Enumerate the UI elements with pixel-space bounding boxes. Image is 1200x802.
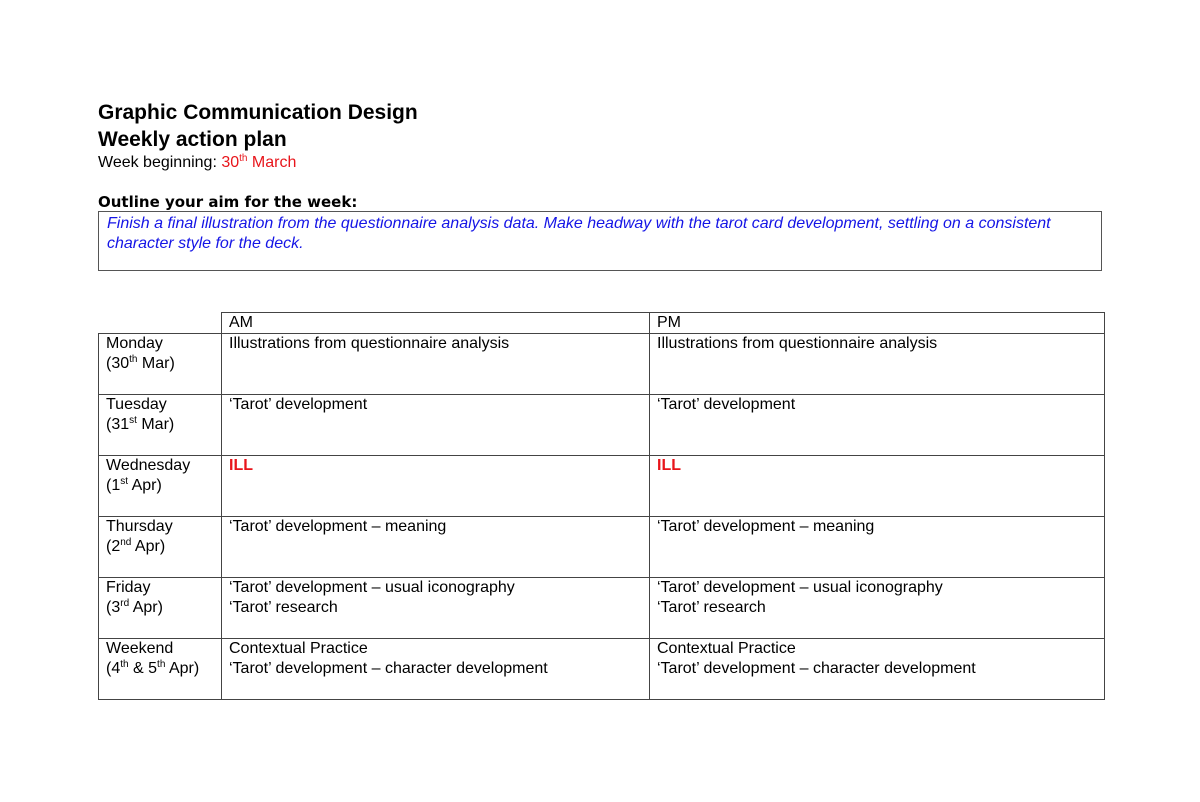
am-cell[interactable]: [222, 456, 650, 517]
am-task: ‘Tarot’ development – character development: [229, 660, 548, 677]
am-task: Illustrations from questionnaire analysis: [229, 335, 510, 352]
document-subtitle: Weekly action plan: [98, 128, 287, 151]
table-row: [99, 334, 1105, 395]
am-cell[interactable]: [222, 517, 650, 578]
week-beginning-label: Week beginning:: [98, 154, 222, 171]
table-header-row: [99, 313, 1105, 334]
am-task: ILL: [229, 457, 253, 474]
day-name: Wednesday: [106, 457, 191, 474]
pm-task: ‘Tarot’ research: [657, 599, 766, 616]
day-cell: [99, 395, 222, 456]
day-date: (2nd Apr): [106, 537, 166, 555]
pm-task: Illustrations from questionnaire analysis: [657, 335, 938, 352]
day-cell: [99, 456, 222, 517]
pm-cell[interactable]: [650, 395, 1105, 456]
am-cell[interactable]: [222, 395, 650, 456]
table-row: [99, 578, 1105, 639]
table-row: [99, 639, 1105, 700]
header-am: AM: [222, 313, 650, 334]
week-beginning: [98, 153, 296, 173]
weekly-plan-table: [98, 312, 1105, 700]
day-date: (4th & 5th Apr): [106, 659, 200, 677]
am-task: Contextual Practice: [229, 640, 368, 657]
pm-task: ‘Tarot’ development – character development: [657, 660, 976, 677]
day-cell: [99, 334, 222, 395]
table-row: [99, 456, 1105, 517]
pm-cell[interactable]: [650, 517, 1105, 578]
pm-cell[interactable]: [650, 578, 1105, 639]
am-task: ‘Tarot’ research: [229, 599, 338, 616]
pm-cell[interactable]: [650, 334, 1105, 395]
day-name: Thursday: [106, 518, 173, 535]
day-cell: [99, 578, 222, 639]
week-beginning-date: 30th March: [221, 153, 297, 171]
day-date: (3rd Apr): [106, 598, 163, 616]
am-cell[interactable]: [222, 578, 650, 639]
day-name: Friday: [106, 579, 151, 596]
pm-task: ‘Tarot’ development – meaning: [657, 518, 875, 535]
day-cell: [99, 517, 222, 578]
am-task: ‘Tarot’ development – usual iconography: [229, 579, 515, 596]
am-task: ‘Tarot’ development: [229, 396, 368, 413]
pm-task: ‘Tarot’ development: [657, 396, 796, 413]
am-task: ‘Tarot’ development – meaning: [229, 518, 447, 535]
header-blank-cell: [99, 313, 222, 334]
day-name: Tuesday: [106, 396, 167, 413]
pm-cell[interactable]: [650, 456, 1105, 517]
pm-task: Contextual Practice: [657, 640, 796, 657]
am-cell[interactable]: [222, 639, 650, 700]
aim-text-box[interactable]: Finish a final illustration from the questionnaire analysis data. Make headway with the tarot card development, settling on a consistent character style for the deck.: [98, 211, 1102, 271]
header-pm: PM: [650, 313, 1105, 334]
aim-heading: Outline your aim for the week:: [98, 193, 358, 211]
day-name: Monday: [106, 335, 163, 352]
table-row: [99, 395, 1105, 456]
day-date: (1st Apr): [106, 476, 162, 494]
pm-cell[interactable]: [650, 639, 1105, 700]
day-cell: [99, 639, 222, 700]
am-cell[interactable]: [222, 334, 650, 395]
pm-task: ‘Tarot’ development – usual iconography: [657, 579, 943, 596]
document-title: Graphic Communication Design: [98, 101, 418, 124]
day-name: Weekend: [106, 640, 174, 657]
day-date: (30th Mar): [106, 354, 175, 372]
day-date: (31st Mar): [106, 415, 175, 433]
pm-task: ILL: [657, 457, 681, 474]
table-row: [99, 517, 1105, 578]
